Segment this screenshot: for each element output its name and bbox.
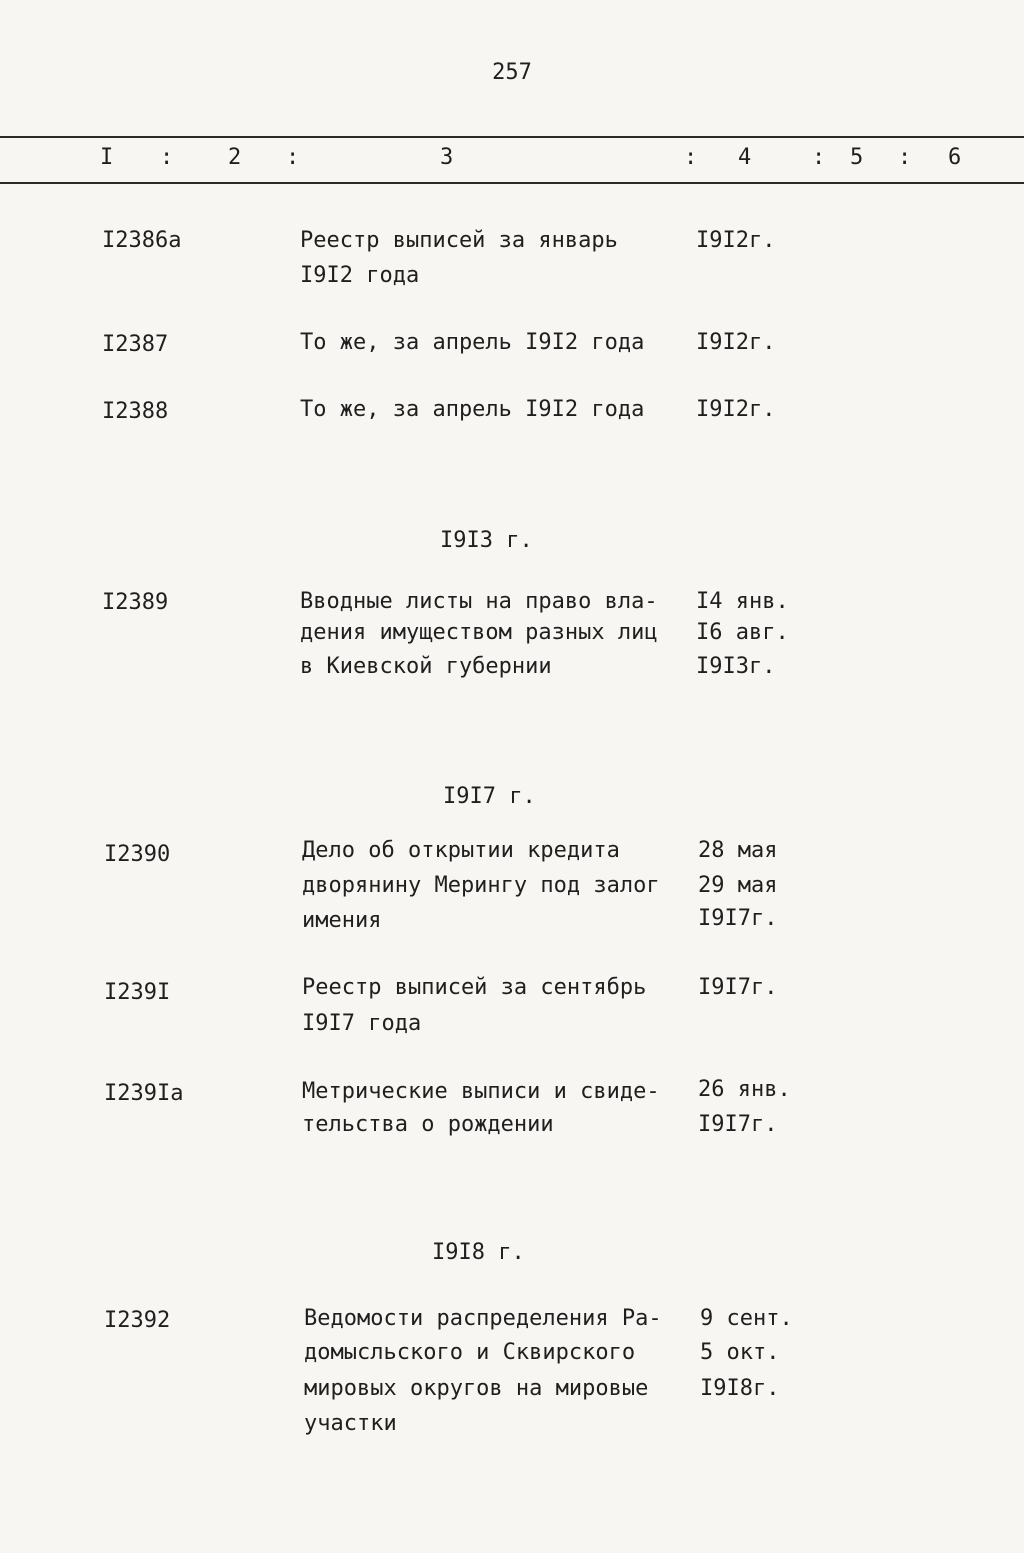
column-separator: :: [898, 145, 912, 170]
entry-description-line: в Киевской губернии: [300, 654, 552, 679]
column-separator: :: [684, 145, 698, 170]
entry-date-line: 28 мая: [698, 838, 778, 863]
entry-description-line: домысльского и Сквирского: [304, 1340, 636, 1365]
year-heading: I9I7 г.: [443, 784, 536, 809]
entry-description-line: I9I7 года: [302, 1011, 422, 1036]
entry-code: I2389: [102, 590, 169, 615]
entry-code: I239I: [104, 980, 171, 1005]
entry-description-line: Реестр выписей за январь: [300, 228, 618, 253]
entry-description-line: имения: [302, 908, 382, 933]
column-header-1: I: [100, 145, 114, 170]
column-separator: :: [286, 145, 300, 170]
entry-code: I2386a: [102, 228, 182, 253]
entry-code: I2392: [104, 1308, 171, 1333]
entry-description-line: То же, за апрель I9I2 года: [300, 330, 645, 355]
column-header-4: 4: [738, 145, 752, 170]
entry-date-line: I9I2г.: [696, 228, 776, 253]
entry-description-line: I9I2 года: [300, 263, 420, 288]
year-heading: I9I3 г.: [440, 528, 533, 553]
entry-date-line: I9I2г.: [696, 397, 776, 422]
entry-description-line: Вводные листы на право вла-: [300, 589, 658, 614]
entry-date-line: I6 авг.: [696, 620, 789, 645]
column-header-5: 5: [850, 145, 864, 170]
entry-code: I2387: [102, 332, 169, 357]
entry-code: I2388: [102, 399, 169, 424]
entry-date-line: I9I7г.: [698, 906, 778, 931]
entry-code: I239Ia: [104, 1081, 184, 1106]
year-heading: I9I8 г.: [432, 1240, 525, 1265]
entry-date-line: I9I7г.: [698, 975, 778, 1000]
column-header-2: 2: [228, 145, 242, 170]
entry-description-line: дворянину Мерингу под залог: [302, 873, 660, 898]
page-number: 257: [492, 60, 532, 85]
entry-description-line: То же, за апрель I9I2 года: [300, 397, 645, 422]
entry-date-line: 5 окт.: [700, 1340, 780, 1365]
column-separator: :: [812, 145, 826, 170]
entry-date-line: I9I3г.: [696, 654, 776, 679]
entry-description-line: тельства о рождении: [302, 1112, 554, 1137]
header-top-rule: [0, 136, 1024, 138]
entry-description-line: Метрические выписи и свиде-: [302, 1079, 660, 1104]
entry-date-line: I9I7г.: [698, 1112, 778, 1137]
entry-description-line: участки: [304, 1411, 397, 1436]
entry-date-line: 9 сент.: [700, 1306, 793, 1331]
column-header-3: 3: [440, 145, 454, 170]
entry-description-line: Дело об открытии кредита: [302, 838, 620, 863]
column-header-6: 6: [948, 145, 962, 170]
entry-date-line: 29 мая: [698, 873, 778, 898]
entry-description-line: мировых округов на мировые: [304, 1376, 649, 1401]
entry-date-line: I4 янв.: [696, 589, 789, 614]
entry-date-line: I9I2г.: [696, 330, 776, 355]
entry-code: I2390: [104, 842, 171, 867]
entry-description-line: Ведомости распределения Ра-: [304, 1306, 662, 1331]
entry-date-line: I9I8г.: [700, 1376, 780, 1401]
entry-date-line: 26 янв.: [698, 1077, 791, 1102]
entry-description-line: дения имуществом разных лиц: [300, 620, 658, 645]
entry-description-line: Реестр выписей за сентябрь: [302, 975, 647, 1000]
column-separator: :: [160, 145, 174, 170]
header-bottom-rule: [0, 182, 1024, 184]
